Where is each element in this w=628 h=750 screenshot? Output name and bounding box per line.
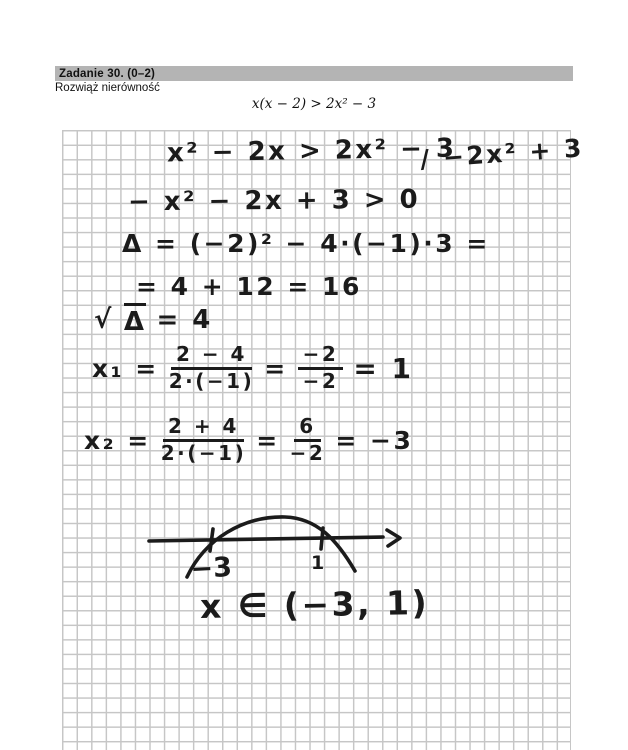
radicand: Δ <box>124 303 147 337</box>
handwritten-delta: Δ = (−2)² − 4·(−1)·3 = <box>122 229 490 258</box>
root-label-right: 1 <box>311 552 325 574</box>
x1-frac1-denominator: 2·(−1) <box>168 369 255 393</box>
x2-result: = −3 <box>335 425 414 455</box>
number-line-arrowhead-icon <box>387 530 400 546</box>
root-label-left: −3 <box>189 551 233 585</box>
number-line-sketch <box>135 493 480 593</box>
task-formula: x(x − 2) > 2x² − 3 <box>251 96 377 112</box>
x1-fraction-2 <box>298 344 344 392</box>
handwritten-answer: x ∈ (−3, 1) <box>199 583 430 626</box>
x2-frac2-numerator: 6 <box>294 416 320 442</box>
handwritten-x2 <box>84 416 413 464</box>
x1-frac2-denominator: −2 <box>302 369 339 393</box>
handwritten-step2: − x² − 2x + 3 > 0 <box>127 184 421 218</box>
x2-equals: = <box>256 425 280 455</box>
tick-mark-minus3 <box>210 529 213 551</box>
radical-sign: √ <box>94 305 114 335</box>
task-header-bar <box>55 66 573 81</box>
x1-result: = 1 <box>353 351 414 385</box>
x2-frac2-denominator: −2 <box>289 441 326 465</box>
handwritten-x1 <box>92 344 414 392</box>
x1-frac1-numerator: 2 − 4 <box>171 344 252 370</box>
handwritten-delta-value: = 4 + 12 = 16 <box>136 272 362 301</box>
x1-frac2-numerator: −2 <box>298 344 344 370</box>
grid-paper <box>62 130 585 750</box>
number-line <box>149 537 383 541</box>
x1-lead: x₁ = <box>92 353 159 383</box>
sqrt-result: = 4 <box>156 305 213 335</box>
handwritten-step1: x² − 2x > 2x² − 3 <box>166 133 457 169</box>
x2-fraction-1 <box>161 416 246 464</box>
x2-lead: x₂ = <box>84 425 151 455</box>
x2-frac1-numerator: 2 + 4 <box>163 416 244 442</box>
task-title: Zadanie 30. (0–2) <box>59 67 156 80</box>
x2-frac1-denominator: 2·(−1) <box>160 441 247 465</box>
x2-fraction-2 <box>290 416 326 464</box>
x1-fraction-1 <box>169 344 254 392</box>
x1-equals: = <box>264 353 288 383</box>
handwritten-step1-side-note: / −2x² + 3 <box>419 133 585 174</box>
handwritten-sqrt-delta <box>94 303 213 337</box>
task-instruction: Rozwiąż nierówność <box>55 82 160 94</box>
